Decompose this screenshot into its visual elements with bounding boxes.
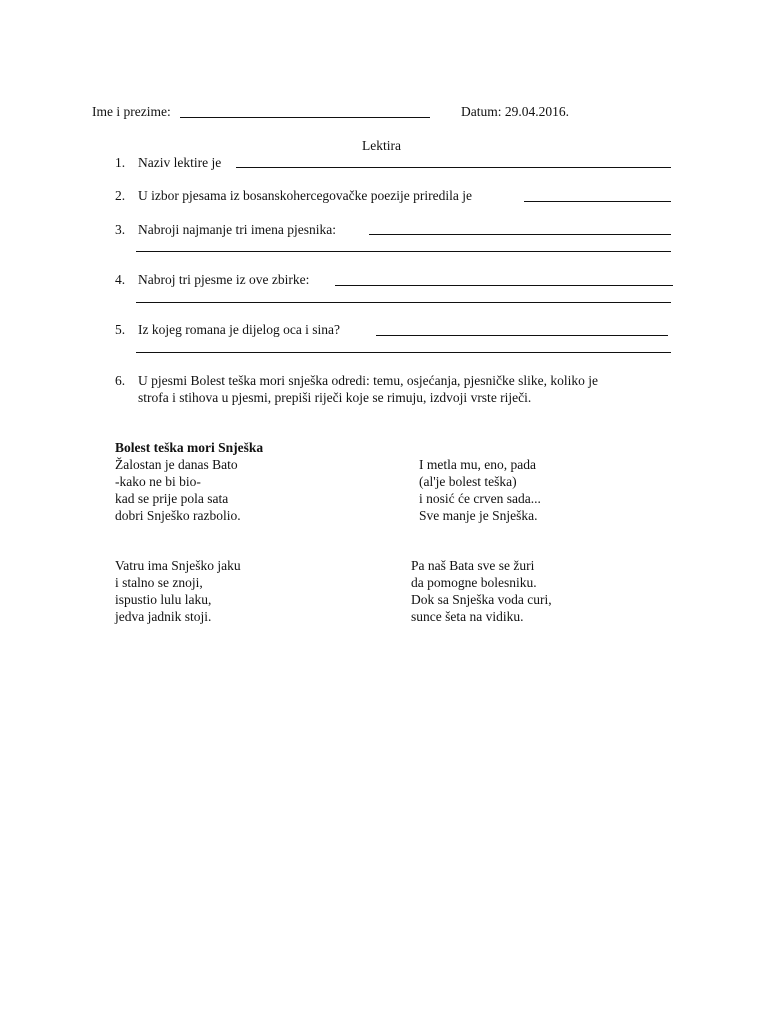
poem-verse: (al'je bolest teška) (419, 474, 517, 489)
answer-line[interactable] (236, 167, 671, 168)
poem-verse: Dok sa Snješka voda curi, (411, 592, 552, 607)
question-text: Nabroj tri pjesme iz ove zbirke: (138, 272, 310, 287)
question-number: 3. (115, 222, 126, 237)
poem-verse: -kako ne bi bio- (115, 474, 201, 489)
poem-verse: i stalno se znoji, (115, 575, 203, 590)
poem-verse: sunce šeta na vidiku. (411, 609, 524, 624)
answer-line[interactable] (335, 285, 673, 286)
answer-line[interactable] (524, 201, 671, 202)
answer-line[interactable] (376, 335, 668, 336)
question-text-continued: strofa i stihova u pjesmi, prepiši riječi koje se rimuju, izdvoji vrste riječi. (138, 390, 532, 405)
poem-verse: i nosić će crven sada... (419, 491, 541, 506)
page-title: Lektira (362, 138, 401, 153)
question-text: U pjesmi Bolest teška mori snješka odredi: temu, osjećanja, pjesničke slike, koliko je (138, 373, 599, 388)
poem-verse: kad se prije pola sata (115, 491, 229, 506)
poem-verse: da pomogne bolesniku. (411, 575, 537, 590)
question-text: Nabroji najmanje tri imena pjesnika: (138, 222, 336, 237)
answer-line[interactable] (136, 352, 671, 353)
name-label: Ime i prezime: (92, 104, 171, 119)
answer-line[interactable] (369, 234, 671, 235)
poem-verse: Sve manje je Snješka. (419, 508, 538, 523)
question-text: Iz kojeg romana je dijelog oca i sina? (138, 322, 341, 337)
question-number: 6. (115, 373, 126, 388)
poem-verse: Pa naš Bata sve se žuri (411, 558, 535, 573)
poem-verse: dobri Snješko razbolio. (115, 508, 241, 523)
answer-line[interactable] (136, 251, 671, 252)
poem-verse: Žalostan je danas Bato (115, 457, 238, 472)
answer-line[interactable] (136, 302, 671, 303)
poem-verse: ispustio lulu laku, (115, 592, 212, 607)
poem-verse: Vatru ima Snješko jaku (115, 558, 241, 573)
question-number: 1. (115, 155, 126, 170)
question-text: Naziv lektire je (138, 155, 222, 170)
question-number: 5. (115, 322, 126, 337)
poem-verse: jedva jadnik stoji. (115, 609, 212, 624)
date-label: Datum: 29.04.2016. (461, 104, 569, 119)
question-number: 2. (115, 188, 126, 203)
question-number: 4. (115, 272, 126, 287)
name-answer-line[interactable] (180, 117, 430, 118)
poem-verse: I metla mu, eno, pada (419, 457, 536, 472)
poem-title: Bolest teška mori Snješka (115, 440, 264, 455)
question-text: U izbor pjesama iz bosanskohercegovačke poezije priredila je (138, 188, 472, 203)
